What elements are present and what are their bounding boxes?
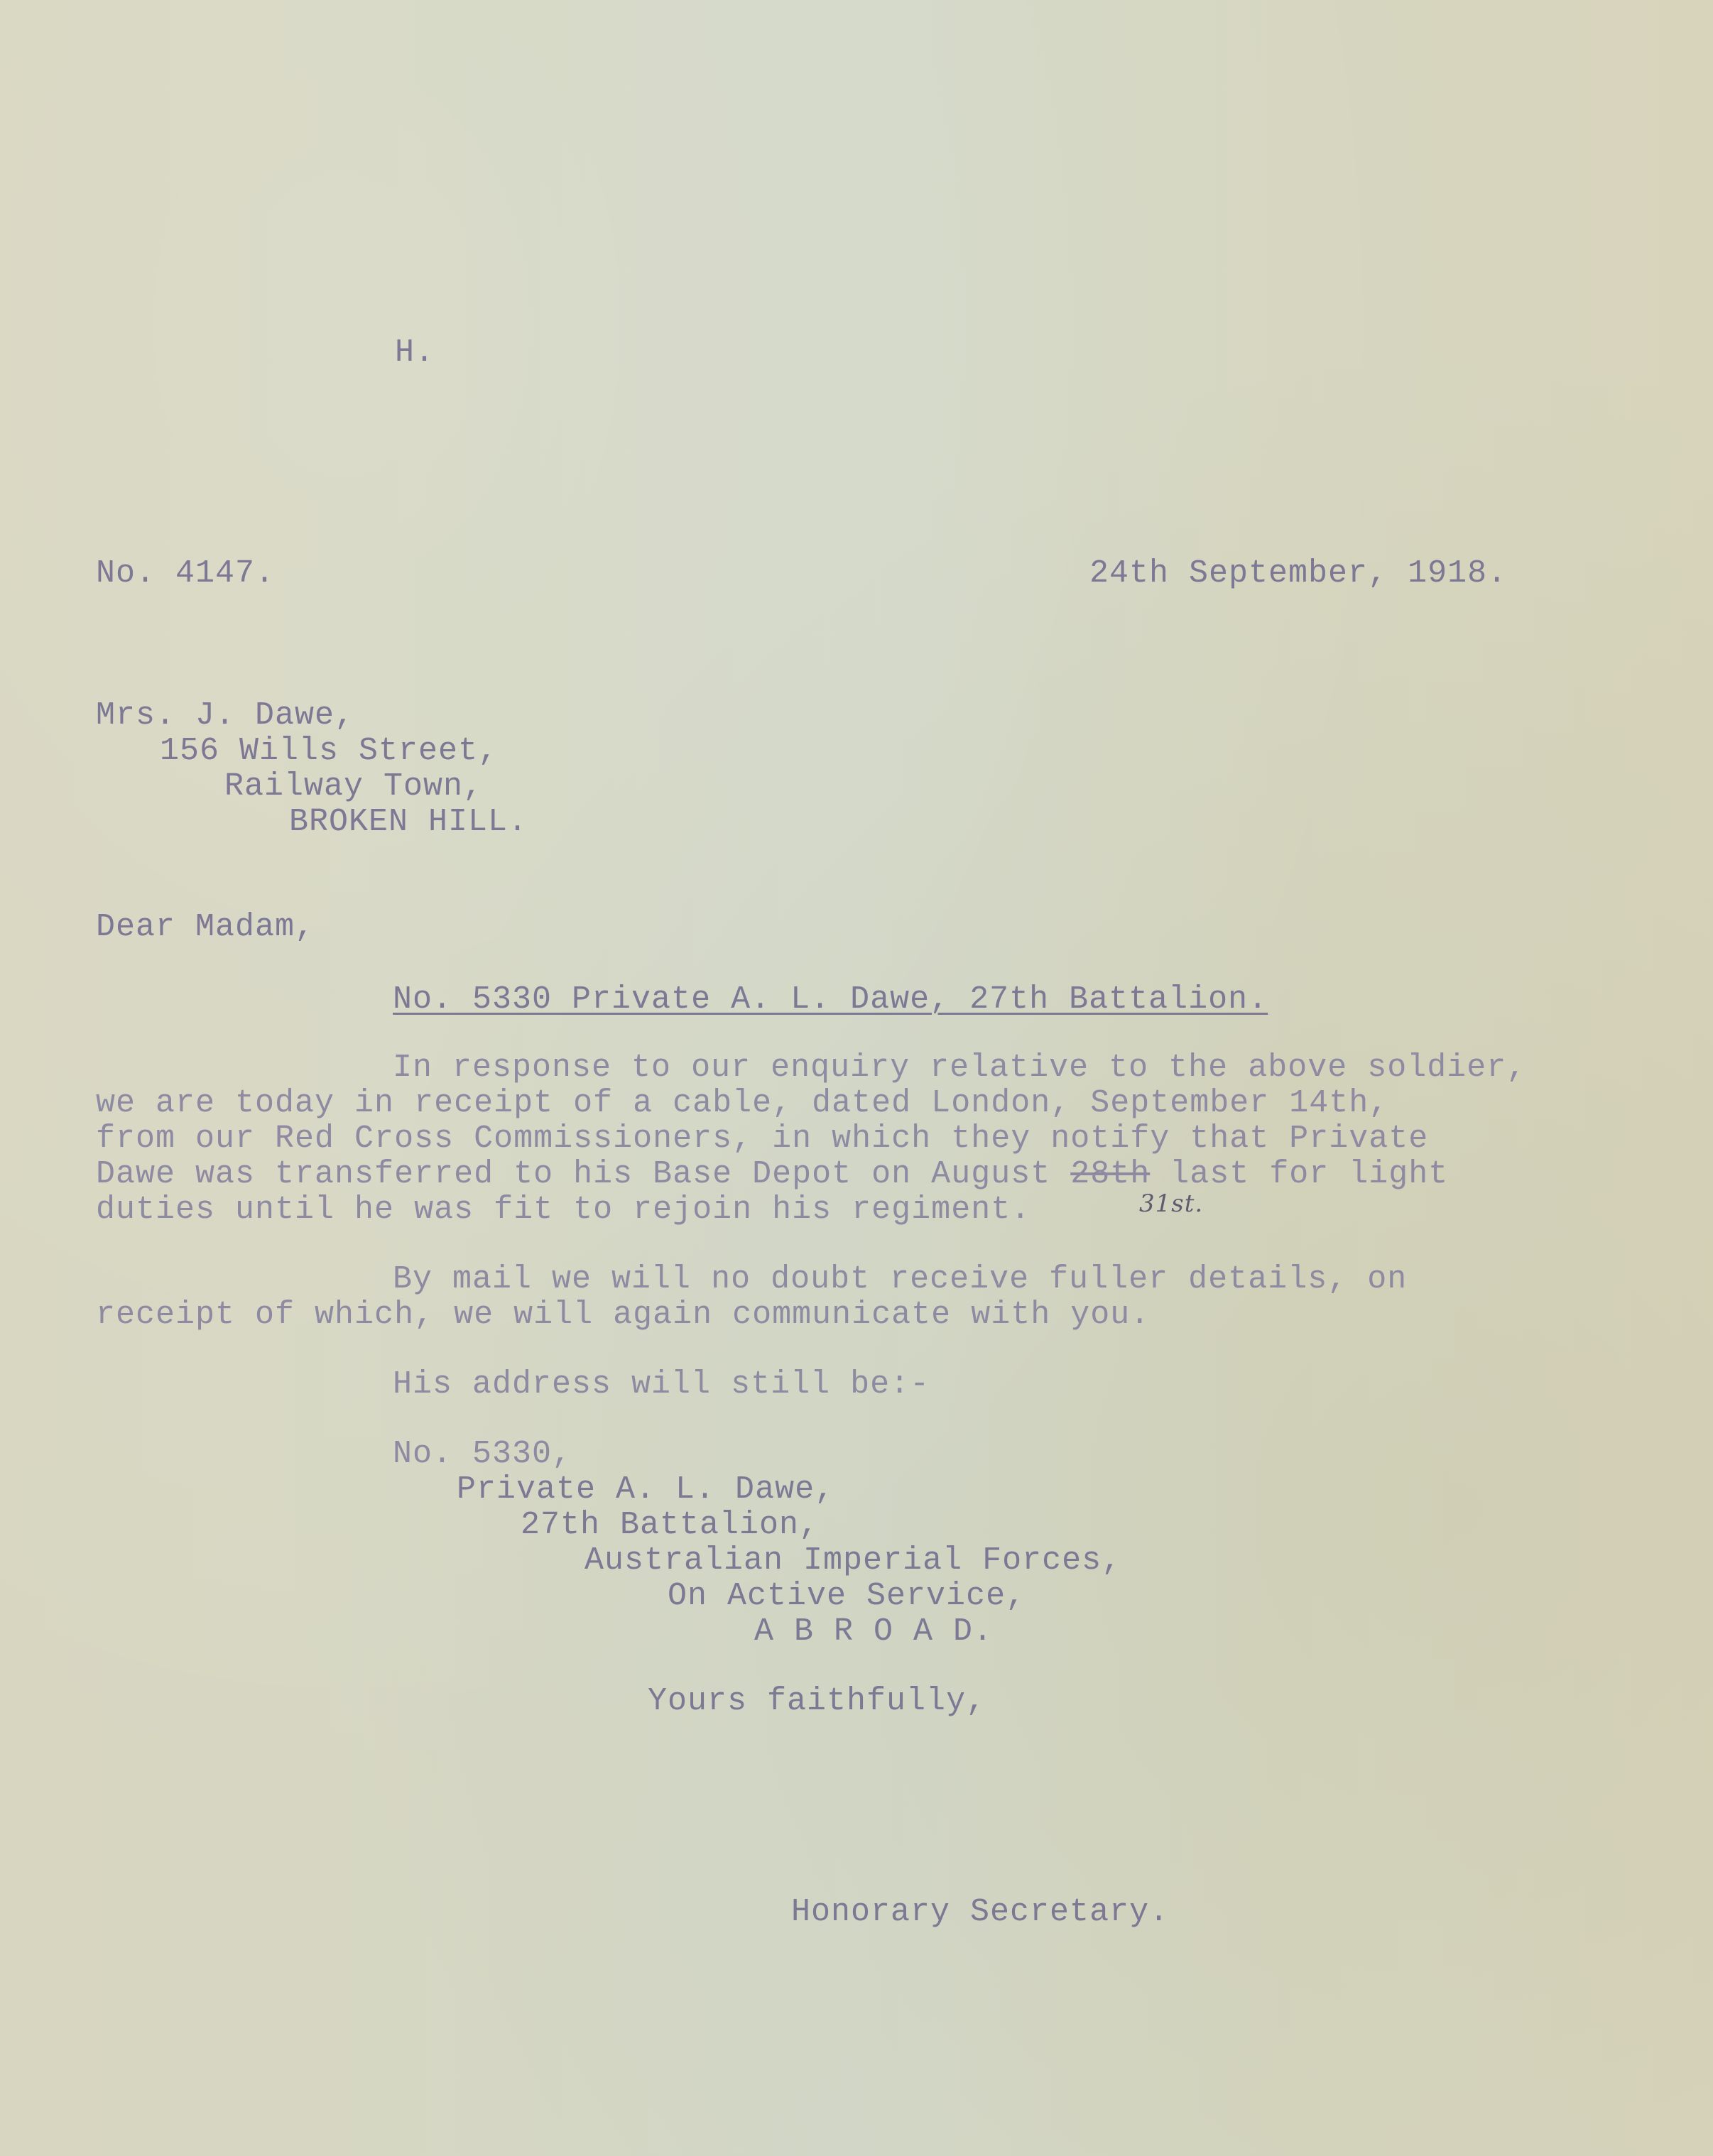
reference-number: No. 4147.: [96, 555, 276, 592]
address-line: Australian Imperial Forces,: [584, 1542, 1122, 1579]
address-line: No. 5330,: [393, 1436, 572, 1472]
struck-date: 28th: [1070, 1156, 1151, 1192]
paragraph-line: In response to our enquiry relative to the above soldier,: [393, 1050, 1527, 1086]
subject-line: No. 5330 Private A. L. Dawe, 27th Battalion.: [393, 981, 1268, 1018]
address-line: 27th Battalion,: [521, 1507, 820, 1543]
addressee-town: BROKEN HILL.: [289, 804, 528, 840]
addressee-suburb: Railway Town,: [224, 768, 484, 805]
signature-title: Honorary Secretary.: [791, 1894, 1170, 1930]
address-intro: His address will still be:-: [393, 1366, 930, 1403]
letter-date: 24th September, 1918.: [1089, 555, 1508, 592]
paragraph-line: we are today in receipt of a cable, dated London, September 14th,: [96, 1085, 1389, 1121]
addressee-street: 156 Wills Street,: [160, 733, 499, 769]
handwritten-correction: 31st.: [1139, 1189, 1204, 1218]
paragraph-line: duties until he was fit to rejoin his regiment.: [96, 1192, 1031, 1228]
reference-mark: H.: [395, 334, 435, 371]
address-line: A B R O A D.: [754, 1613, 994, 1650]
paragraph-line: receipt of which, we will again communicate with you.: [96, 1297, 1151, 1333]
salutation: Dear Madam,: [96, 909, 315, 945]
paragraph-line: By mail we will no doubt receive fuller details, on: [393, 1261, 1408, 1297]
paragraph-line-start: Dawe was transferred to his Base Depot on August: [96, 1156, 1071, 1192]
address-line: On Active Service,: [668, 1578, 1026, 1614]
address-line: Private A. L. Dawe,: [457, 1471, 835, 1508]
paragraph-line-end: last for light: [1150, 1156, 1449, 1192]
addressee-name: Mrs. J. Dawe,: [96, 697, 355, 734]
closing: Yours faithfully,: [648, 1683, 986, 1719]
paragraph-line: from our Red Cross Commissioners, in which they notify that Private: [96, 1121, 1429, 1157]
paragraph-line: [96, 1157, 1448, 1192]
